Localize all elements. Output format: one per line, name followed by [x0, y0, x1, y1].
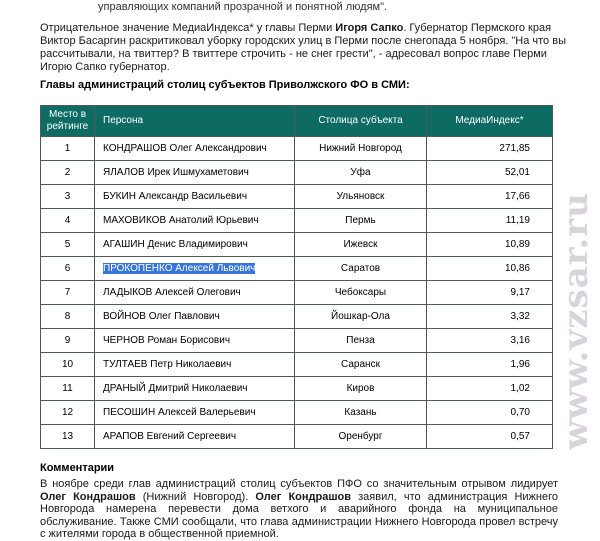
person-value: ЛАДЫКОВ Алексей Олегович: [103, 287, 241, 298]
cell-index: [427, 185, 553, 209]
rank-value: 12: [61, 407, 74, 418]
cell-person: [95, 233, 295, 257]
cell-rank: [41, 161, 95, 185]
lead-paragraph: [40, 22, 568, 74]
person-value: ЧЕРНОВ Роман Борисович: [103, 335, 231, 346]
city-value: Пермь: [345, 215, 376, 226]
cell-city: [295, 425, 427, 449]
person-value: БУКИН Александр Васильевич: [103, 191, 248, 202]
comments-name-1: Олег Кондрашов: [40, 490, 136, 503]
city-value: Саранск: [341, 359, 380, 370]
cell-index: [427, 257, 553, 281]
city-value: Ульяновск: [336, 191, 385, 202]
cell-person: [95, 353, 295, 377]
rank-value: 5: [64, 239, 71, 250]
cell-city: [295, 209, 427, 233]
lead-text-1: Отрицательное значение МедиаИндекса* у главы Перми: [40, 22, 336, 34]
rating-table: [40, 105, 553, 449]
index-value: 3,16: [510, 335, 530, 346]
city-value: Оренбург: [338, 431, 383, 442]
watermark: [556, 192, 596, 522]
table-row: [41, 401, 553, 425]
person-value: КОНДРАШОВ Олег Александрович: [103, 143, 267, 154]
comments-text-1: В ноябре среди глав администраций столиц субъектов ПФО со значительным отрывом лидирует: [40, 478, 558, 490]
table-row: [41, 305, 553, 329]
comments-name-2: Олег Кондрашов: [255, 490, 352, 503]
cell-index: [427, 401, 553, 425]
person-value: ПЕСОШИН Алексей Валерьевич: [103, 407, 256, 418]
rank-value: 11: [62, 383, 73, 394]
cell-person: [95, 185, 295, 209]
index-value: 10,86: [504, 263, 530, 274]
rank-value: 7: [64, 287, 71, 298]
comments-title: Комментарии: [40, 462, 115, 474]
table-row: [41, 281, 553, 305]
city-value: Ижевск: [343, 239, 378, 250]
table-row: [41, 425, 553, 449]
cell-index: [427, 281, 553, 305]
cell-index: [427, 377, 553, 401]
city-value: Киров: [346, 383, 375, 394]
person-value: ВОЙНОВ Олег Павлович: [103, 311, 220, 322]
cell-city: [295, 329, 427, 353]
cell-index: [427, 425, 553, 449]
cell-city: [295, 401, 427, 425]
cell-rank: [41, 257, 95, 281]
person-value: АРАПОВ Евгений Сергеевич: [103, 431, 237, 442]
comments-paragraph: [40, 478, 558, 541]
comments-text-3: заявил, что администрация Нижнего Новгорода намерена перевести дома ветхого и аварийного фонда на муниципальное обслуживание. Также СМИ сообщали, что глава администрации Нижнего Новгорода провел встречу с жителями города в общественной приемной.: [40, 490, 558, 540]
cell-index: [427, 305, 553, 329]
table-row: [41, 185, 553, 209]
cell-city: [295, 305, 427, 329]
table-row: [41, 209, 553, 233]
cell-city: [295, 257, 427, 281]
cell-city: [295, 353, 427, 377]
cell-person: [95, 329, 295, 353]
rank-value: 9: [64, 335, 71, 346]
cell-rank: [41, 209, 95, 233]
index-value: 0,57: [510, 431, 530, 442]
city-value: Пенза: [346, 335, 375, 346]
index-value: 11,19: [505, 215, 530, 226]
index-value: 3,32: [510, 311, 530, 322]
section-title: Главы администраций столиц субъектов Приволжского ФО в СМИ:: [40, 79, 410, 91]
rank-value: 2: [64, 167, 71, 178]
index-value: 1,96: [510, 359, 530, 370]
header-city: Столица субъекта: [295, 106, 427, 137]
cell-rank: [41, 377, 95, 401]
rank-value: 13: [61, 431, 74, 442]
city-value: Нижний Новгород: [319, 143, 402, 154]
index-value: 271,85: [499, 143, 530, 154]
rank-value: 1: [64, 143, 71, 154]
cell-index: [427, 161, 553, 185]
cell-rank: [41, 425, 95, 449]
table-row: [41, 353, 553, 377]
table-row: [41, 233, 553, 257]
cell-person: [95, 401, 295, 425]
cell-rank: [41, 401, 95, 425]
rank-value: 10: [61, 359, 74, 370]
cell-rank: [41, 281, 95, 305]
lead-name-1: Игоря Сапко: [335, 22, 404, 34]
person-value: ПРОКОПЕНКО Алексей Львович: [103, 263, 256, 274]
comments-text-2: (Нижний Новгород).: [135, 490, 256, 503]
cell-rank: [41, 233, 95, 257]
table-row: [41, 329, 553, 353]
table-row: [41, 161, 553, 185]
cell-city: [295, 377, 427, 401]
cell-index: [427, 209, 553, 233]
table-row: [41, 137, 553, 161]
cell-city: [295, 281, 427, 305]
rank-value: 4: [64, 215, 71, 226]
cell-person: [95, 425, 295, 449]
header-person: Персона: [95, 106, 295, 137]
cell-person: [95, 161, 295, 185]
cell-city: [295, 161, 427, 185]
cell-rank: [41, 185, 95, 209]
cell-person: [95, 281, 295, 305]
index-value: 1,02: [510, 383, 530, 394]
cell-city: [295, 185, 427, 209]
cell-index: [427, 353, 553, 377]
index-value: 9,17: [510, 287, 530, 298]
index-value: 17,66: [504, 191, 530, 202]
person-value: ТУЛТАЕВ Петр Николаевич: [103, 359, 232, 370]
index-value: 52,01: [504, 167, 530, 178]
cell-rank: [41, 329, 95, 353]
rank-value: 6: [64, 263, 71, 274]
city-value: Уфа: [350, 167, 371, 178]
cell-index: [427, 233, 553, 257]
cell-person: [95, 257, 295, 281]
rating-table-body: [41, 137, 553, 449]
table-header-row: [41, 106, 553, 137]
header-index: МедиаИндекс*: [427, 106, 553, 137]
cell-rank: [41, 353, 95, 377]
cell-index: [427, 329, 553, 353]
person-value: МАХОВИКОВ Анатолий Юрьевич: [103, 215, 259, 226]
cell-rank: [41, 305, 95, 329]
table-row: [41, 377, 553, 401]
cell-rank: [41, 137, 95, 161]
cell-person: [95, 377, 295, 401]
index-value: 0,70: [510, 407, 530, 418]
cell-person: [95, 137, 295, 161]
index-value: 10,89: [504, 239, 530, 250]
cell-index: [427, 137, 553, 161]
city-value: Йошкар-Ола: [331, 311, 390, 322]
cell-city: [295, 137, 427, 161]
lead-text-2: . Губернатор Пермского края Виктор Басаргин раскритиковал уборку городских улиц в Перми после снегопада 5 ноября. "На что вы рассчитывали, на твиттер? В твиттере строчить - не снег грести", - адресовал вопрос главе Перми Игорю Сапко губернатор.: [40, 22, 566, 73]
top-quote-text: управляющих компаний прозрачной и понятной людям".: [98, 1, 388, 13]
person-value: ЯЛАЛОВ Ирек Ишмухаметович: [103, 167, 249, 178]
person-value: ДРАНЫЙ Дмитрий Николаевич: [103, 383, 248, 394]
watermark-text: www.vzsar.ru: [556, 192, 596, 450]
cell-person: [95, 209, 295, 233]
person-value: АГАШИН Денис Владимирович: [103, 239, 248, 250]
city-value: Казань: [344, 407, 377, 418]
city-value: Чебоксары: [334, 287, 387, 298]
city-value: Саратов: [340, 263, 381, 274]
table-row: [41, 257, 553, 281]
rank-value: 8: [64, 311, 71, 322]
cell-city: [295, 233, 427, 257]
header-rank: Место в рейтинге: [41, 106, 95, 137]
cell-person: [95, 305, 295, 329]
rank-value: 3: [64, 191, 71, 202]
